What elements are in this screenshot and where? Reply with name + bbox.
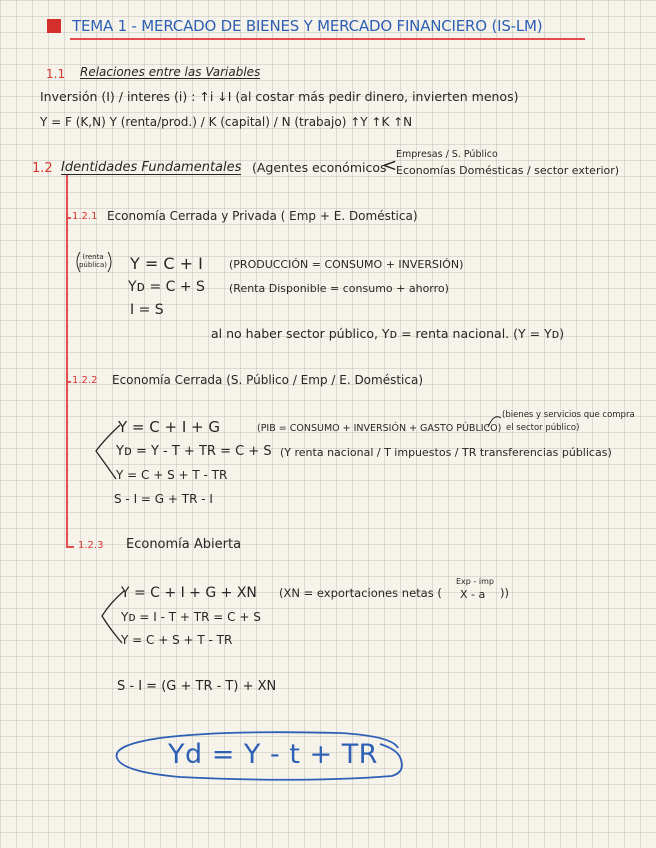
section-1-2-3-eq-2: Yᴅ = I - T + TR = C + S xyxy=(121,610,261,624)
brace-1-2-2 xyxy=(96,425,120,479)
section-1-2-1-side-note: (renta pública) xyxy=(78,253,108,269)
section-1-2-2-heading: Economía Cerrada (S. Público / Emp / E. Doméstica) xyxy=(112,373,424,387)
section-1-2-2-eq-2: Yᴅ = Y - T + TR = C + S xyxy=(116,444,272,459)
section-1-1-line-1: Inversión (I) / interes (i) : ↑i ↓I (al costar más pedir dinero, invierten menos) xyxy=(40,89,519,104)
boxed-formula: Yd = Y - t + TR xyxy=(168,739,378,770)
section-1-2-number: 1.2 xyxy=(32,161,53,176)
section-1-2-2-eq-1-note: (PIB = CONSUMO + INVERSIÓN + GASTO PÚBLICO) xyxy=(257,423,502,434)
brace-1-2-3 xyxy=(102,591,124,643)
section-1-2-3-eq-1-note: (XN = exportaciones netas ( xyxy=(279,586,442,600)
section-1-2-1-heading: Economía Cerrada y Privada ( Emp + E. Doméstica) xyxy=(107,209,418,223)
side-note-paren xyxy=(77,252,111,272)
section-1-1-number: 1.1 xyxy=(46,67,66,81)
section-1-2-2-eq-1-side-bottom: el sector público) xyxy=(506,423,580,433)
section-1-2-2-eq-2-note: (Y renta nacional / T impuestos / TR transferencias públicas) xyxy=(280,446,612,459)
section-1-2-3-heading: Economía Abierta xyxy=(126,537,242,552)
arrow-to-side-note xyxy=(488,417,501,427)
agents-brace-arrow: < xyxy=(382,155,398,176)
section-1-2-3-eq-1-fraction-top: Exp - imp xyxy=(456,577,494,586)
page-title: TEMA 1 - MERCADO DE BIENES Y MERCADO FINANCIERO (IS-LM) xyxy=(72,17,543,35)
section-1-2-agents-bottom: Economías Domésticas / sector exterior) xyxy=(396,164,620,177)
section-1-2-1-eq-2-note: (Renta Disponible = consumo + ahorro) xyxy=(229,282,449,295)
section-1-1-heading: Relaciones entre las Variables xyxy=(80,65,261,79)
section-1-2-3-eq-3: Y = C + S + T - TR xyxy=(121,633,233,647)
section-1-2-3-eq-1-note-close: )) xyxy=(500,586,509,600)
section-1-2-1-eq-2: Yᴅ = C + S xyxy=(128,279,205,295)
formula-ellipse xyxy=(117,732,402,780)
section-1-2-2-eq-1: Y = C + I + G xyxy=(118,418,220,436)
section-1-2-heading: Identidades Fundamentales xyxy=(61,160,242,175)
section-1-2-2-number: 1.2.2 xyxy=(72,375,98,386)
section-1-2-1-eq-1-note: (PRODUCCIÓN = CONSUMO + INVERSIÓN) xyxy=(229,258,464,271)
section-1-2-2-eq-4: S - I = G + TR - I xyxy=(114,492,213,506)
section-1-2-3-eq-4: S - I = (G + TR - T) + XN xyxy=(117,679,277,694)
section-1-2-3-eq-1-fraction-bottom: X - a xyxy=(460,588,486,601)
section-1-2-3-eq-1: Y = C + I + G + XN xyxy=(121,585,257,601)
section-1-2-agents-prefix: (Agentes económicos xyxy=(252,160,387,175)
section-1-2-1-eq-1: Y = C + I xyxy=(130,254,203,273)
section-1-2-1-eq-3: I = S xyxy=(130,302,164,318)
section-1-2-1-number: 1.2.1 xyxy=(72,211,98,222)
section-1-2-1-note: al no haber sector público, Yᴅ = renta nacional. (Y = Yᴅ) xyxy=(211,326,565,341)
section-1-1-line-2: Y = F (K,N) Y (renta/prod.) / K (capital) / N (trabajo) ↑Y ↑K ↑N xyxy=(40,115,413,129)
section-1-2-2-eq-3: Y = C + S + T - TR xyxy=(116,468,228,482)
section-1-2-2-eq-1-side-top: (bienes y servicios que compra xyxy=(502,410,635,420)
section-1-2-3-number: 1.2.3 xyxy=(78,540,104,551)
section-1-2-agents-top: Empresas / S. Público xyxy=(396,149,498,160)
